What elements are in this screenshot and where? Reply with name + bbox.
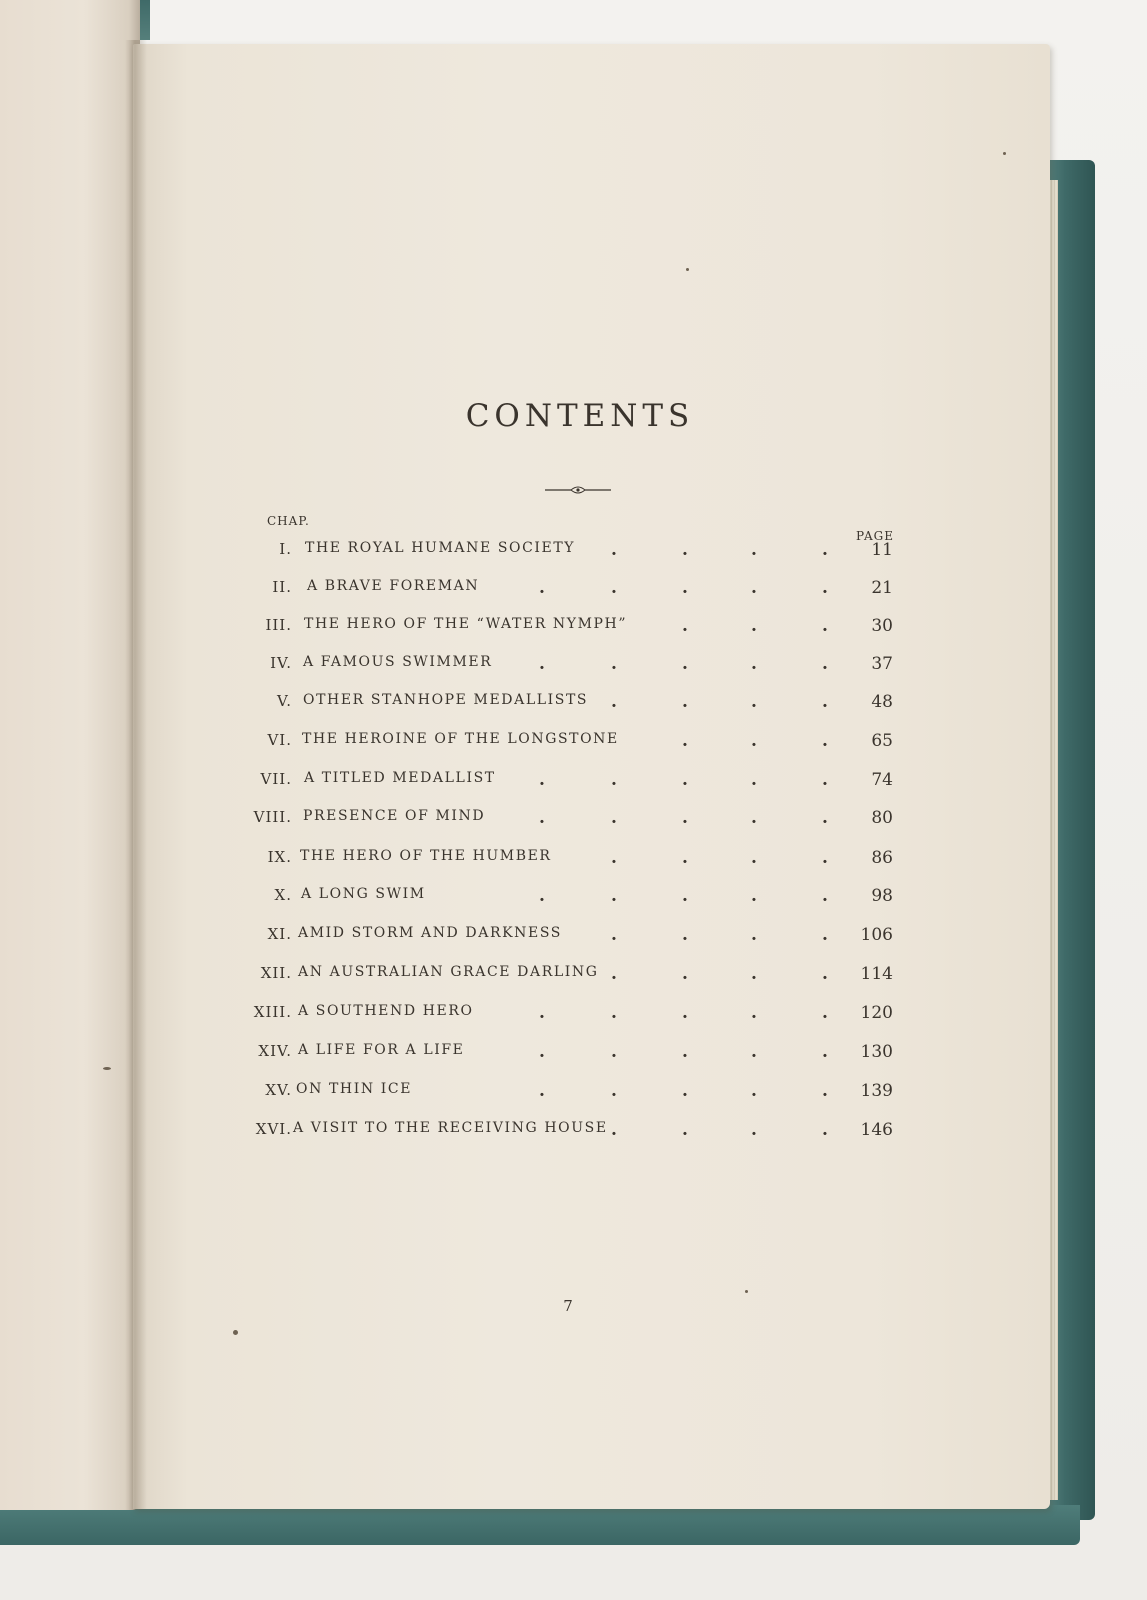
leader-dot: . <box>682 770 688 790</box>
toc-entry <box>0 540 1147 566</box>
leader-dot: . <box>751 1003 757 1023</box>
toc-entry <box>0 925 1147 951</box>
chapter-page: 74 <box>871 770 893 790</box>
chapter-title: ON THIN ICE <box>296 1081 413 1097</box>
toc-entry <box>0 848 1147 874</box>
chapter-page: 114 <box>860 964 893 984</box>
chapter-title: A BRAVE FOREMAN <box>307 578 480 594</box>
chapter-title: A SOUTHEND HERO <box>298 1003 474 1019</box>
leader-dot: . <box>539 1042 545 1062</box>
leader-dot: . <box>682 964 688 984</box>
chapter-title: A LONG SWIM <box>301 886 426 902</box>
leader-dot: . <box>682 925 688 945</box>
leader-dot: . <box>682 578 688 598</box>
toc-entry <box>0 770 1147 796</box>
chapter-number: VIII. <box>253 808 292 826</box>
chapter-page: 139 <box>860 1081 893 1101</box>
chapter-page: 86 <box>871 848 893 868</box>
toc-entry <box>0 1003 1147 1029</box>
leader-dot: . <box>539 808 545 828</box>
leader-dot: . <box>611 1003 617 1023</box>
toc-entry <box>0 654 1147 680</box>
leader-dot: . <box>682 1042 688 1062</box>
leader-dot: . <box>751 1042 757 1062</box>
leader-dot: . <box>611 770 617 790</box>
leader-dot: . <box>539 770 545 790</box>
leader-dot: . <box>539 1081 545 1101</box>
chapter-number: II. <box>272 578 292 596</box>
leader-dot: . <box>751 731 757 751</box>
leader-dot: . <box>822 578 828 598</box>
leader-dot: . <box>751 1081 757 1101</box>
leader-dot: . <box>611 925 617 945</box>
leader-dot: . <box>611 808 617 828</box>
toc-entry <box>0 616 1147 642</box>
chapter-page: 65 <box>871 731 893 751</box>
chapter-page: 21 <box>871 578 893 598</box>
chapter-number: XI. <box>267 925 292 943</box>
toc-entry <box>0 692 1147 718</box>
leader-dot: . <box>822 886 828 906</box>
chapter-title: A FAMOUS SWIMMER <box>303 654 493 670</box>
chapter-number: XV. <box>265 1081 292 1099</box>
leader-dot: . <box>682 654 688 674</box>
leader-dot: . <box>751 886 757 906</box>
leader-dot: . <box>682 1081 688 1101</box>
leader-dot: . <box>611 540 617 560</box>
chapter-number: XIV. <box>258 1042 292 1060</box>
leader-dot: . <box>822 925 828 945</box>
leader-dot: . <box>611 654 617 674</box>
leader-dot: . <box>611 964 617 984</box>
leader-dot: . <box>682 616 688 636</box>
chapter-number: XIII. <box>253 1003 292 1021</box>
toc-entry <box>0 964 1147 990</box>
page-number: 7 <box>563 1297 573 1315</box>
leader-dot: . <box>751 848 757 868</box>
leader-dot: . <box>822 1042 828 1062</box>
leader-dot: . <box>611 848 617 868</box>
page-column-header: PAGE <box>856 529 894 543</box>
leader-dot: . <box>611 692 617 712</box>
leader-dot: . <box>751 925 757 945</box>
chapter-title: AN AUSTRALIAN GRACE DARLING <box>298 964 599 980</box>
leader-dot: . <box>822 731 828 751</box>
leader-dot: . <box>822 1081 828 1101</box>
toc-entry <box>0 578 1147 604</box>
chapter-page: 48 <box>871 692 893 712</box>
page-title: CONTENTS <box>465 398 695 434</box>
leader-dot: . <box>682 692 688 712</box>
chapter-number: IV. <box>270 654 292 672</box>
chapter-page: 11 <box>871 540 893 560</box>
chapter-title: A TITLED MEDALLIST <box>304 770 496 786</box>
chapter-title: PRESENCE OF MIND <box>303 808 486 824</box>
chapter-title: A VISIT TO THE RECEIVING HOUSE <box>293 1120 608 1136</box>
leader-dot: . <box>751 770 757 790</box>
leader-dot: . <box>822 692 828 712</box>
leader-dot: . <box>611 1120 617 1140</box>
chapter-page: 30 <box>871 616 893 636</box>
leader-dot: . <box>611 1081 617 1101</box>
chapter-number: X. <box>274 886 292 904</box>
chapter-number: III. <box>265 616 292 634</box>
leader-dot: . <box>682 808 688 828</box>
chapter-title: A LIFE FOR A LIFE <box>298 1042 465 1058</box>
chapter-page: 106 <box>860 925 893 945</box>
leader-dot: . <box>682 731 688 751</box>
chapter-number: VI. <box>267 731 292 749</box>
leader-dot: . <box>751 578 757 598</box>
leader-dot: . <box>682 540 688 560</box>
toc-entry <box>0 808 1147 834</box>
leader-dot: . <box>751 1120 757 1140</box>
leader-dot: . <box>822 964 828 984</box>
toc-entry <box>0 731 1147 757</box>
leader-dot: . <box>751 540 757 560</box>
leader-dot: . <box>751 964 757 984</box>
leader-dot: . <box>682 1120 688 1140</box>
leader-dot: . <box>611 886 617 906</box>
leader-dot: . <box>539 1003 545 1023</box>
leader-dot: . <box>539 886 545 906</box>
leader-dot: . <box>682 848 688 868</box>
chapter-number: IX. <box>267 848 292 866</box>
chapter-title: THE ROYAL HUMANE SOCIETY <box>305 540 576 556</box>
leader-dot: . <box>682 1003 688 1023</box>
chapter-page: 80 <box>871 808 893 828</box>
leader-dot: . <box>822 770 828 790</box>
toc-entry <box>0 886 1147 912</box>
leader-dot: . <box>751 616 757 636</box>
leader-dot: . <box>751 692 757 712</box>
chapter-page: 37 <box>871 654 893 674</box>
leader-dot: . <box>822 848 828 868</box>
chapter-page: 120 <box>860 1003 893 1023</box>
chapter-number: VII. <box>260 770 292 788</box>
leader-dot: . <box>611 578 617 598</box>
chapter-page: 130 <box>860 1042 893 1062</box>
chapter-page: 146 <box>860 1120 893 1140</box>
leader-dot: . <box>822 1003 828 1023</box>
leader-dot: . <box>539 654 545 674</box>
chapter-title: THE HERO OF THE HUMBER <box>300 848 552 864</box>
chapter-title: AMID STORM AND DARKNESS <box>298 925 562 941</box>
chapter-number: I. <box>279 540 292 558</box>
leader-dot: . <box>682 886 688 906</box>
toc-entry <box>0 1042 1147 1068</box>
leader-dot: . <box>822 540 828 560</box>
leader-dot: . <box>751 808 757 828</box>
leader-dot: . <box>822 616 828 636</box>
chapter-column-header: CHAP. <box>267 514 310 528</box>
leader-dot: . <box>822 654 828 674</box>
leader-dot: . <box>751 654 757 674</box>
chapter-title: THE HEROINE OF THE LONGSTONE <box>302 731 619 747</box>
chapter-number: XII. <box>260 964 292 982</box>
chapter-title: THE HERO OF THE “WATER NYMPH” <box>304 616 628 632</box>
chapter-page: 98 <box>871 886 893 906</box>
toc-entry <box>0 1120 1147 1146</box>
leader-dot: . <box>539 578 545 598</box>
chapter-title: OTHER STANHOPE MEDALLISTS <box>303 692 589 708</box>
chapter-number: V. <box>277 692 292 710</box>
toc-entry <box>0 1081 1147 1107</box>
chapter-number: XVI. <box>255 1120 292 1138</box>
leader-dot: . <box>611 1042 617 1062</box>
leader-dot: . <box>822 1120 828 1140</box>
leader-dot: . <box>822 808 828 828</box>
